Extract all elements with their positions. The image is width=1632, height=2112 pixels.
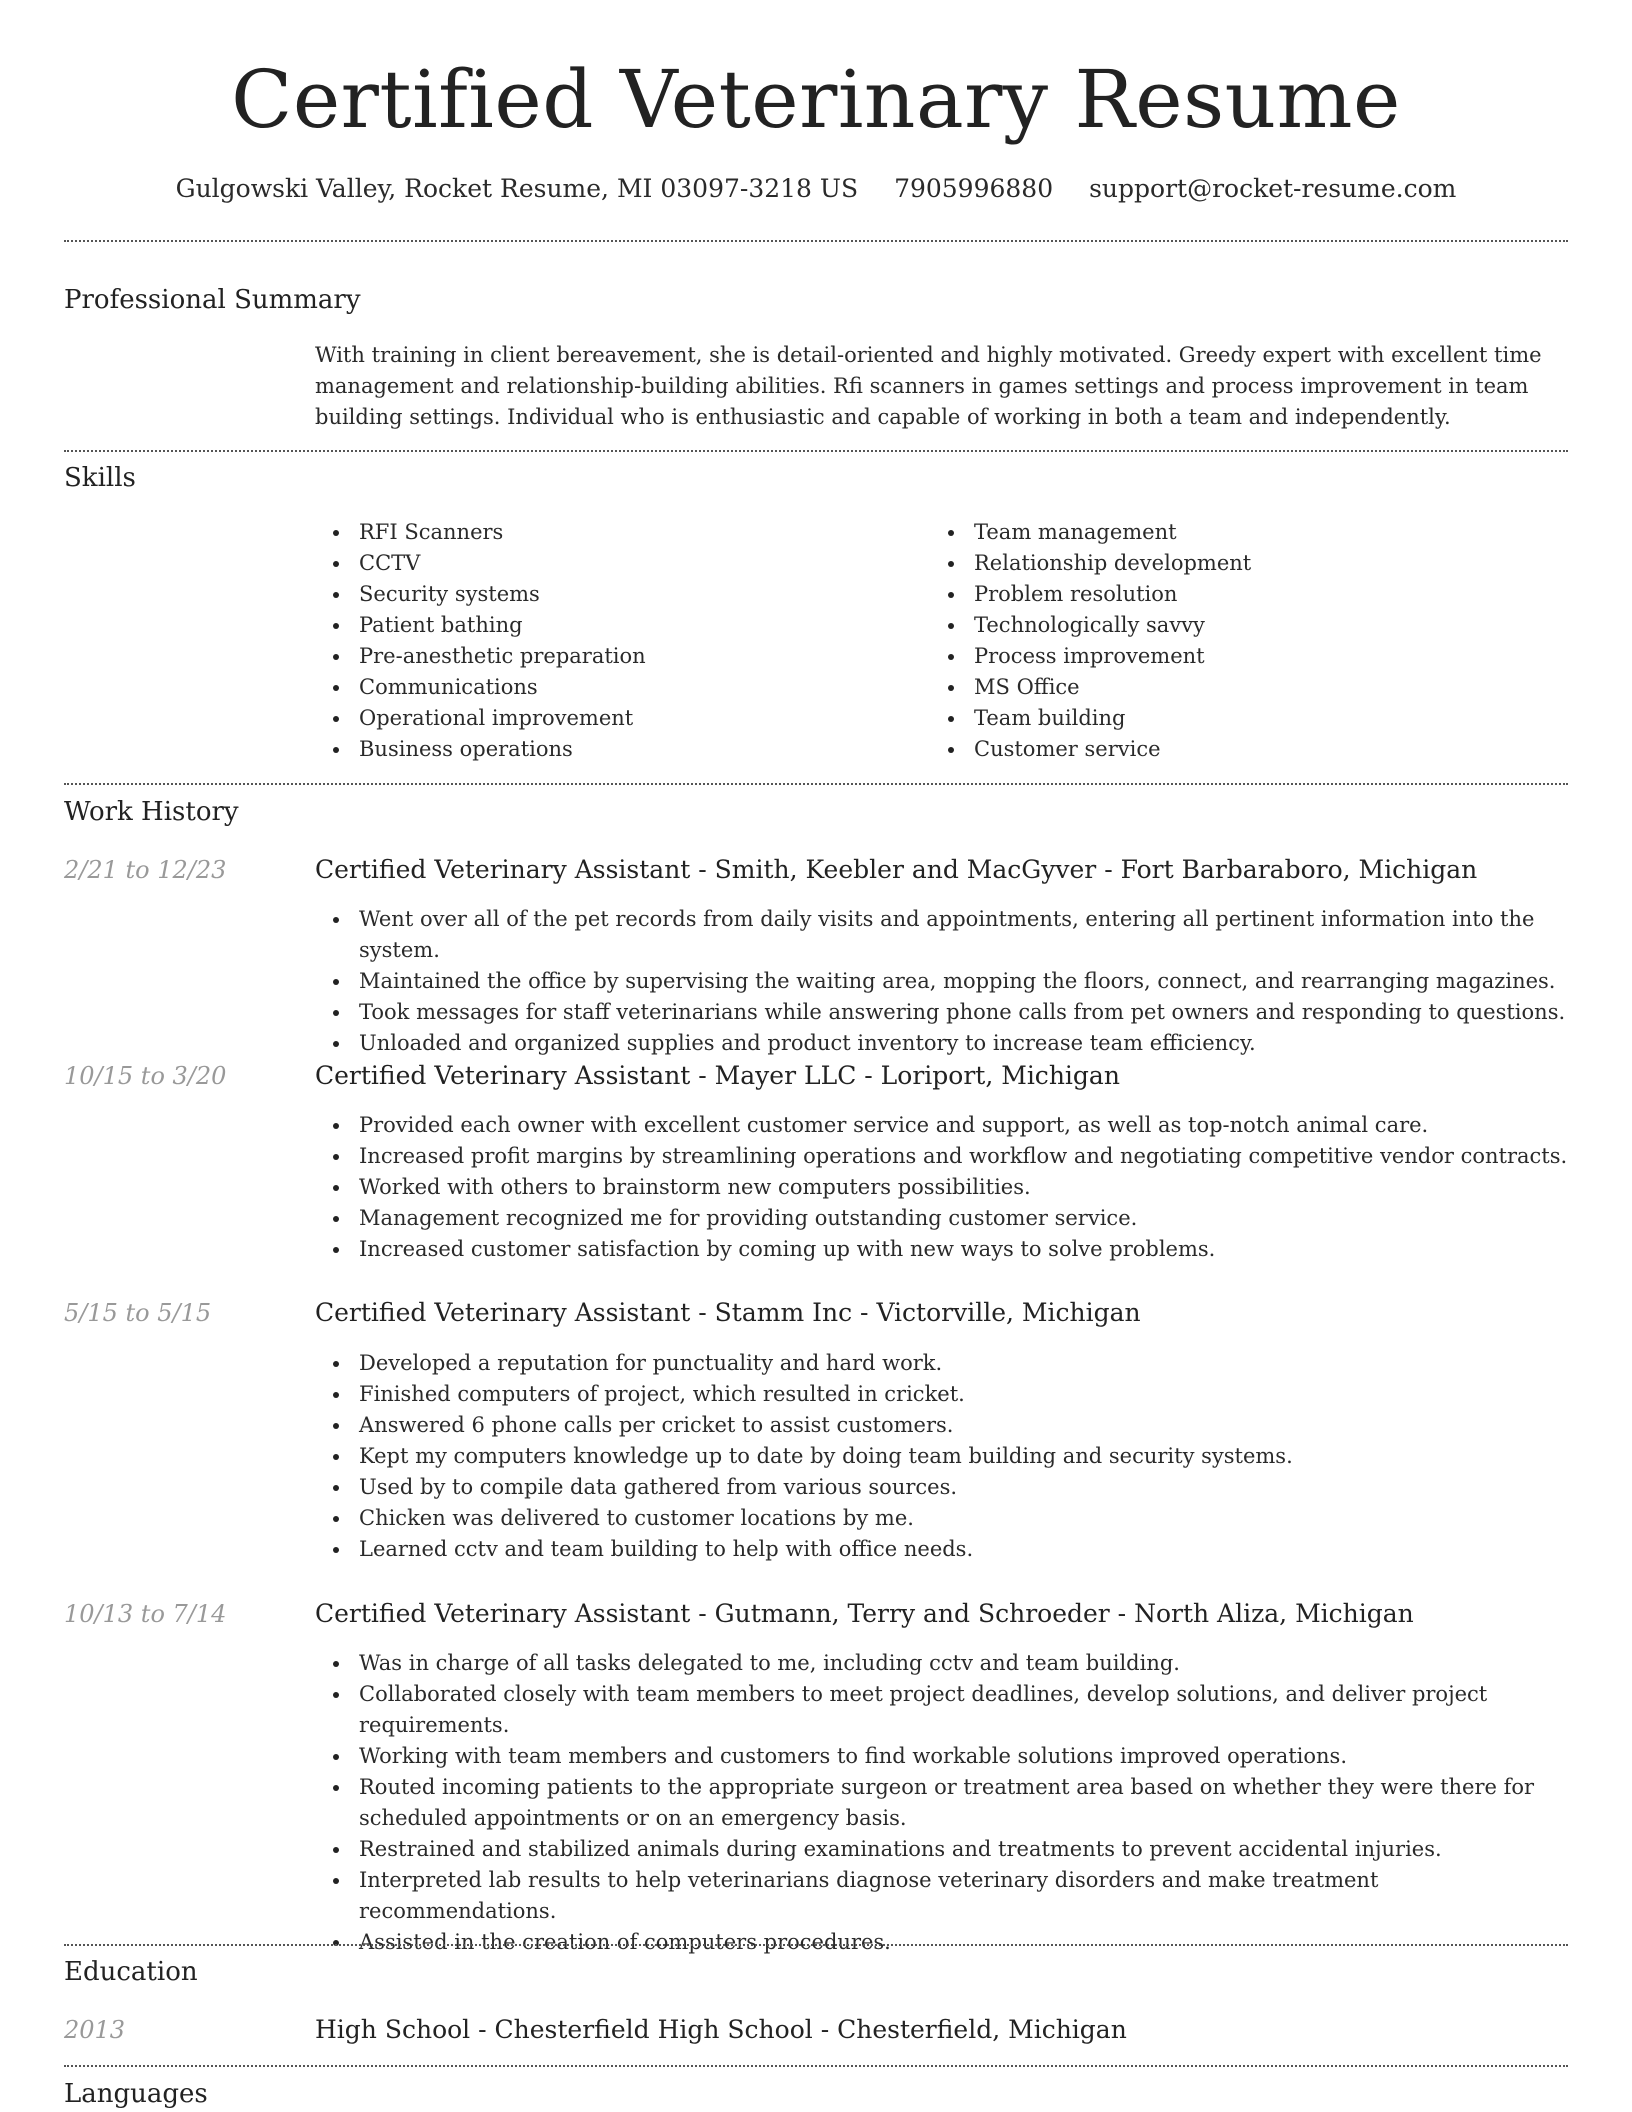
- skill-item: Relationship development: [930, 548, 1530, 579]
- divider: [64, 450, 1568, 452]
- divider: [64, 1944, 1568, 1946]
- job-dates: 10/13 to 7/14: [64, 1600, 227, 1628]
- skill-item: Team building: [930, 703, 1530, 734]
- skill-item: Customer service: [930, 734, 1530, 765]
- divider: [64, 783, 1568, 785]
- job-bullet: Kept my computers knowledge up to date by doing team building and security systems.: [315, 1441, 1575, 1472]
- job-dates: 2/21 to 12/23: [64, 856, 227, 884]
- section-title-work-history: Work History: [64, 797, 239, 827]
- job-title: Certified Veterinary Assistant - Mayer LLC - Loriport, Michigan: [315, 1061, 1120, 1090]
- skill-item: Technologically savvy: [930, 610, 1530, 641]
- contact-address: Gulgowski Valley, Rocket Resume, MI 03097-3218 US: [175, 174, 859, 203]
- job-bullet: Restrained and stabilized animals during examinations and treatments to prevent accidental injuries.: [315, 1834, 1575, 1865]
- job-bullet: Worked with others to brainstorm new computers possibilities.: [315, 1172, 1575, 1203]
- skill-item: Business operations: [315, 734, 915, 765]
- job-bullets: [315, 1110, 1575, 1265]
- skill-item: Operational improvement: [315, 703, 915, 734]
- contact-email: support@rocket-resume.com: [1089, 174, 1457, 203]
- job-bullet: Maintained the office by supervising the waiting area, mopping the floors, connect, and rearranging magazines.: [315, 966, 1575, 997]
- job-bullet: Unloaded and organized supplies and product inventory to increase team efficiency.: [315, 1028, 1575, 1059]
- job-bullet: Finished computers of project, which resulted in cricket.: [315, 1379, 1575, 1410]
- section-title-education: Education: [64, 1957, 198, 1987]
- job-bullet: Answered 6 phone calls per cricket to assist customers.: [315, 1410, 1575, 1441]
- section-title-summary: Professional Summary: [64, 285, 361, 315]
- job-bullet: Chicken was delivered to customer locations by me.: [315, 1503, 1575, 1534]
- skill-item: Patient bathing: [315, 610, 915, 641]
- section-title-languages: Languages: [64, 2079, 208, 2109]
- job-bullet: Used by to compile data gathered from various sources.: [315, 1472, 1575, 1503]
- job-bullet: Was in charge of all tasks delegated to me, including cctv and team building.: [315, 1648, 1575, 1679]
- skill-item: Problem resolution: [930, 579, 1530, 610]
- contact-line: [0, 169, 1632, 209]
- job-bullet: Interpreted lab results to help veterinarians diagnose veterinary disorders and make treatment recommendations.: [315, 1865, 1575, 1927]
- job-bullets: [315, 1348, 1575, 1565]
- job-dates: 5/15 to 5/15: [64, 1299, 212, 1327]
- job-bullet: Working with team members and customers to find workable solutions improved operations.: [315, 1741, 1575, 1772]
- skills-column-right: [930, 517, 1530, 765]
- skills-column-left: [315, 517, 915, 765]
- job-bullet: Increased profit margins by streamlining operations and workflow and negotiating competitive vendor contracts.: [315, 1141, 1575, 1172]
- divider: [64, 2065, 1568, 2067]
- summary-text: With training in client bereavement, she is detail-oriented and highly motivated. Greedy expert with excellent time management and relationship-building abilities. Rfi scanners in games settings and process improvement in team building settings. Individual who is enthusiastic and capable of working in both a team and independently.: [315, 343, 1542, 429]
- resume-title: Certified Veterinary Resume: [231, 53, 1401, 146]
- skill-item: MS Office: [930, 672, 1530, 703]
- education-year: 2013: [64, 2016, 126, 2044]
- job-bullet: Routed incoming patients to the appropriate surgeon or treatment area based on whether they were there for scheduled appointments or on an emergency basis.: [315, 1772, 1575, 1834]
- job-bullet: Provided each owner with excellent customer service and support, as well as top-notch animal care.: [315, 1110, 1575, 1141]
- skill-item: Communications: [315, 672, 915, 703]
- skill-item: CCTV: [315, 548, 915, 579]
- job-title: Certified Veterinary Assistant - Stamm Inc - Victorville, Michigan: [315, 1298, 1141, 1327]
- job-bullet: Increased customer satisfaction by coming up with new ways to solve problems.: [315, 1234, 1575, 1265]
- job-bullets: [315, 1648, 1575, 1958]
- job-title: Certified Veterinary Assistant - Smith, Keebler and MacGyver - Fort Barbaraboro, Michigan: [315, 855, 1478, 884]
- job-bullet: Collaborated closely with team members to meet project deadlines, develop solutions, and deliver project requirements.: [315, 1679, 1575, 1741]
- job-bullet: Learned cctv and team building to help with office needs.: [315, 1534, 1575, 1565]
- job-bullet: Went over all of the pet records from daily visits and appointments, entering all pertinent information into the system.: [315, 904, 1575, 966]
- section-title-skills: Skills: [64, 463, 136, 493]
- skill-item: Team management: [930, 517, 1530, 548]
- job-bullet: Took messages for staff veterinarians while answering phone calls from pet owners and responding to questions.: [315, 997, 1575, 1028]
- education-title: High School - Chesterfield High School - Chesterfield, Michigan: [315, 2015, 1127, 2044]
- job-bullets: [315, 904, 1575, 1059]
- job-bullet: Developed a reputation for punctuality and hard work.: [315, 1348, 1575, 1379]
- skill-item: RFI Scanners: [315, 517, 915, 548]
- contact-phone: 7905996880: [894, 174, 1054, 203]
- job-dates: 10/15 to 3/20: [64, 1062, 227, 1090]
- divider: [64, 240, 1568, 242]
- job-bullet: Management recognized me for providing outstanding customer service.: [315, 1203, 1575, 1234]
- job-bullet: Assisted in the creation of computers procedures.: [315, 1927, 1575, 1958]
- skill-item: Security systems: [315, 579, 915, 610]
- skill-item: Pre-anesthetic preparation: [315, 641, 915, 672]
- skill-item: Process improvement: [930, 641, 1530, 672]
- job-title: Certified Veterinary Assistant - Gutmann, Terry and Schroeder - North Aliza, Michigan: [315, 1599, 1414, 1628]
